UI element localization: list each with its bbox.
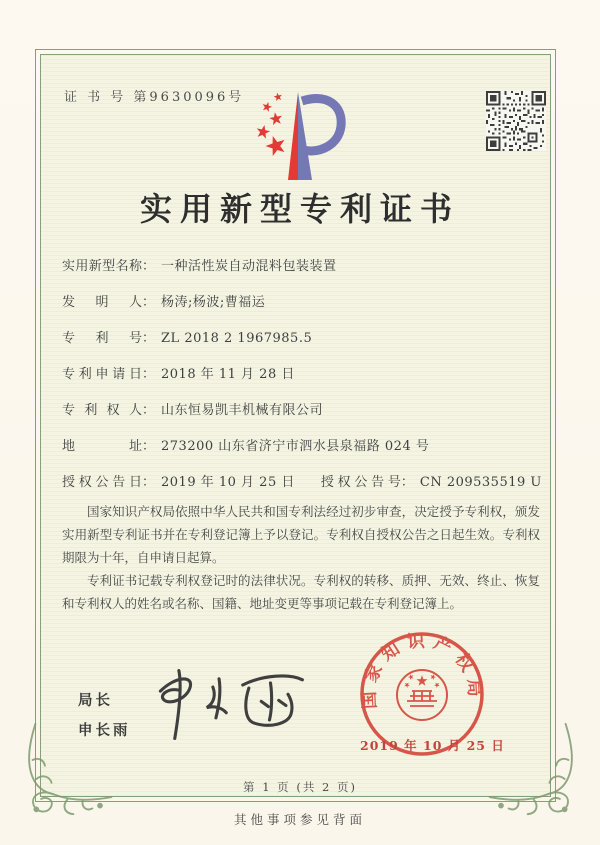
back-note: 其他事项参见背面 [233, 812, 366, 827]
field-row-patentee: 专利权人： 山东恒易凯丰机械有限公司 [62, 400, 540, 421]
page-number: 第 1 页 (共 2 页) [243, 780, 357, 794]
field-value: 一种活性炭自动混料包装装置 [161, 259, 337, 274]
certificate-title: 实用新型专利证书 [139, 190, 460, 228]
seal-date: 2019 年 10 月 25 日 [360, 738, 505, 753]
field-row-address: 地址： 273200 山东省济宁市泗水县泉福路 024 号 [62, 436, 540, 457]
field-label: 地址 [62, 439, 142, 454]
logo-spike [288, 92, 341, 180]
field-value: 2019 年 10 月 25 日 [161, 475, 295, 490]
field-label: 实用新型名称 [62, 259, 142, 274]
field-row-patent-no: 专利号： ZL 2018 2 1967985.5 [62, 328, 540, 349]
field-label: 专利号 [62, 331, 142, 346]
field-value: 273200 山东省济宁市泗水县泉福路 024 号 [161, 439, 430, 454]
field-value: CN 209535519 U [419, 475, 542, 490]
body-paragraph: 国家知识产权局依照中华人民共和国专利法经过初步审查，决定授予专利权，颁发实用新型专利证书并在专利登记簿上予以登记。专利权自授权公告之日起生效。专利权期限为十年，自申请日起算。 [62, 504, 540, 565]
cnipa-logo-icon [250, 86, 382, 186]
field-label: 专利申请日 [62, 367, 142, 382]
field-row-grant: 授权公告日： 2019 年 10 月 25 日 授权公告号： CN 209535519 U [62, 472, 540, 493]
field-value: 山东恒易凯丰机械有限公司 [161, 403, 324, 418]
field-label: 发明人 [62, 295, 142, 310]
floral-corner-ornament [24, 722, 119, 817]
body-paragraph: 专利证书记载专利权登记时的法律状况。专利权的转移、质押、无效、终止、恢复和专利权人的姓名或名称、国籍、地址变更等事项记载在专利登记簿上。 [62, 573, 540, 611]
field-row-inventors: 发明人： 杨涛;杨波;曹福运 [62, 292, 540, 313]
certificate-number: 证 书 号 第9630096号 [64, 90, 245, 105]
seal-text: 国家知识产权局 [359, 631, 485, 710]
field-value: 2018 年 11 月 28 日 [161, 367, 295, 382]
seal-emblem [403, 673, 441, 688]
certificate-body-text [62, 500, 540, 615]
logo-stars [255, 92, 288, 157]
handwritten-signature [148, 660, 323, 748]
field-label: 专利权人 [62, 403, 142, 418]
qr-code [486, 91, 546, 151]
field-label: 授权公告号 [320, 475, 401, 490]
field-row-name: 实用新型名称： 一种活性炭自动混料包装装置 [62, 256, 540, 277]
grant-number-group: 授权公告号： CN 209535519 U [321, 475, 542, 490]
field-label: 授权公告日 [62, 475, 142, 490]
field-value: 杨涛;杨波;曹福运 [161, 295, 266, 310]
field-row-filing-date: 专利申请日： 2018 年 11 月 28 日 [62, 364, 540, 385]
certificate-fields [62, 256, 540, 508]
field-value: ZL 2018 2 1967985.5 [161, 331, 313, 346]
signer-title: 局长 [78, 693, 113, 709]
signer-name: 申长雨 [78, 723, 131, 739]
